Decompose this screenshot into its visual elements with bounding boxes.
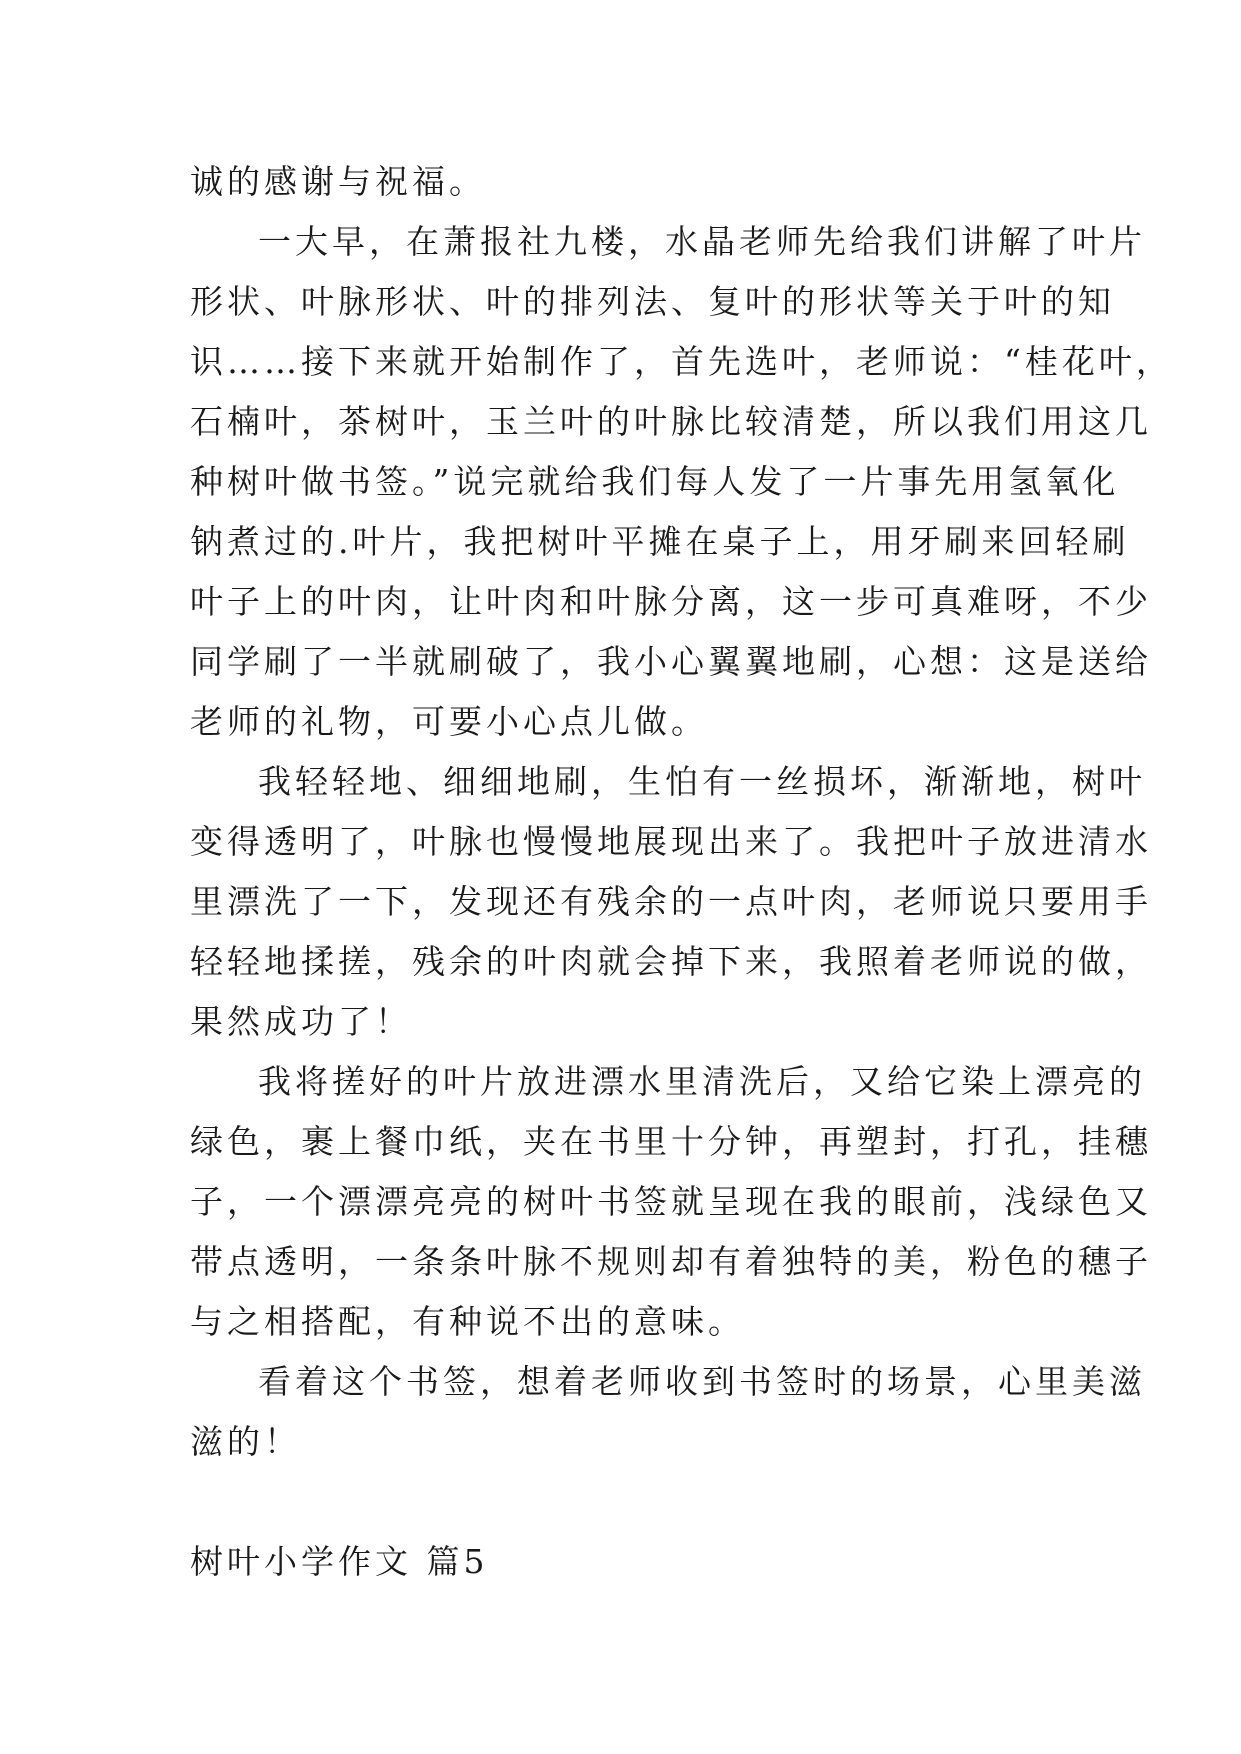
- paragraph-4: [190, 1052, 1152, 1352]
- text-line: 滋的！: [190, 1422, 301, 1461]
- paragraph-5: [190, 1352, 1146, 1472]
- paragraph-3: [190, 752, 1152, 1052]
- text-line: 石楠叶，茶树叶，玉兰叶的叶脉比较清楚，所以我们用这几: [190, 402, 1152, 441]
- text-line: 变得透明了，叶脉也慢慢地展现出来了。我把叶子放进清水: [190, 822, 1152, 861]
- text-line: 子，一个漂漂亮亮的树叶书签就呈现在我的眼前，浅绿色又: [190, 1182, 1152, 1221]
- text-line: 与之相搭配，有种说不出的意味。: [190, 1302, 745, 1341]
- text-line: 一大早，在萧报社九楼，水晶老师先给我们讲解了叶片: [258, 222, 1146, 261]
- text-line: 同学刷了一半就刷破了，我小心翼翼地刷，心想：这是送给: [190, 642, 1152, 681]
- text-line: 看着这个书签，想着老师收到书签时的场景，心里美滋: [258, 1362, 1146, 1401]
- text-line: 老师的礼物，可要小心点儿做。: [190, 702, 708, 741]
- text-line: 种树叶做书签。”说完就给我们每人发了一片事先用氢氧化: [190, 462, 1120, 501]
- text-line: 形状、叶脉形状、叶的排列法、复叶的形状等关于叶的知: [190, 282, 1115, 321]
- text-line: 我将搓好的叶片放进漂水里清洗后，又给它染上漂亮的: [258, 1062, 1146, 1101]
- text-line: 我轻轻地、细细地刷，生怕有一丝损坏，渐渐地，树叶: [258, 762, 1146, 801]
- paragraph-2: [190, 212, 1173, 752]
- section-heading: 树叶小学作文 篇5: [190, 1542, 489, 1581]
- text-line: 钠煮过的.叶片，我把树叶平摊在桌子上，用牙刷来回轻刷: [190, 522, 1130, 561]
- paragraph-1: [190, 152, 1060, 212]
- text-line: 识……接下来就开始制作了，首先选叶，老师说：“桂花叶，: [190, 342, 1173, 381]
- document-page: [190, 152, 1173, 1592]
- text-line: 里漂洗了一下，发现还有残余的一点叶肉，老师说只要用手: [190, 882, 1152, 921]
- text-line: 绿色，裹上餐巾纸，夹在书里十分钟，再塑封，打孔，挂穗: [190, 1122, 1152, 1161]
- text-line: 诚的感谢与祝福。: [190, 162, 486, 201]
- text-line: 带点透明，一条条叶脉不规则却有着独特的美，粉色的穗子: [190, 1242, 1152, 1281]
- text-line: 叶子上的叶肉，让叶肉和叶脉分离，这一步可真难呀，不少: [190, 582, 1152, 621]
- blank-spacer: [190, 1472, 1060, 1532]
- text-line: 果然成功了！: [190, 1002, 412, 1041]
- text-line: 轻轻地揉搓，残余的叶肉就会掉下来，我照着老师说的做，: [190, 942, 1152, 981]
